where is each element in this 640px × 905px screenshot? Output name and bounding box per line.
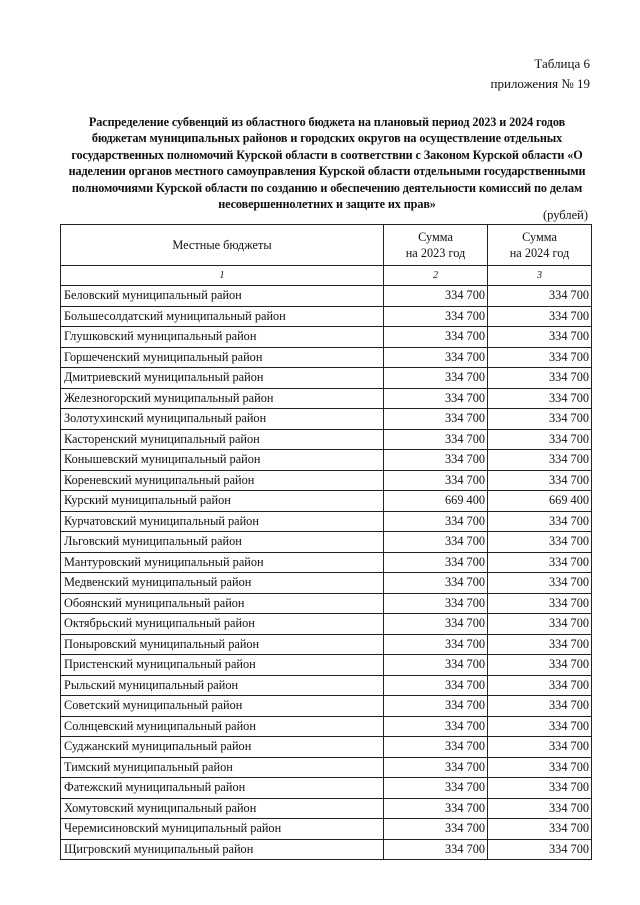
sum-2023-cell: 334 700 xyxy=(384,593,488,614)
sum-2024-cell: 334 700 xyxy=(488,798,592,819)
sum-2024-cell: 334 700 xyxy=(488,552,592,573)
sum-2023-cell: 334 700 xyxy=(384,306,488,327)
sum-2024-cell: 334 700 xyxy=(488,429,592,450)
district-name-cell: Обоянский муниципальный район xyxy=(61,593,384,614)
table-body xyxy=(61,286,592,860)
district-name-cell: Хомутовский муниципальный район xyxy=(61,798,384,819)
district-name-cell: Пристенский муниципальный район xyxy=(61,655,384,676)
sum-2023-cell: 334 700 xyxy=(384,737,488,758)
district-name-cell: Курчатовский муниципальный район xyxy=(61,511,384,532)
table-row xyxy=(61,286,592,307)
sum-2023-cell: 334 700 xyxy=(384,347,488,368)
district-name-cell: Льговский муниципальный район xyxy=(61,532,384,553)
district-name-cell: Солнцевский муниципальный район xyxy=(61,716,384,737)
district-name-cell: Суджанский муниципальный район xyxy=(61,737,384,758)
table-row xyxy=(61,573,592,594)
sum-2023-cell: 334 700 xyxy=(384,450,488,471)
sum-2024-cell: 334 700 xyxy=(488,614,592,635)
sum-2023-cell: 334 700 xyxy=(384,573,488,594)
district-name-cell: Беловский муниципальный район xyxy=(61,286,384,307)
sum-2023-cell: 334 700 xyxy=(384,286,488,307)
appendix-label: приложения № 19 xyxy=(490,76,590,91)
district-name-cell: Тимский муниципальный район xyxy=(61,757,384,778)
sum-2023-cell: 334 700 xyxy=(384,839,488,860)
table-row xyxy=(61,634,592,655)
district-name-cell: Черемисиновский муниципальный район xyxy=(61,819,384,840)
district-name-cell: Кореневский муниципальный район xyxy=(61,470,384,491)
table-row xyxy=(61,368,592,389)
district-name-cell: Железногорский муниципальный район xyxy=(61,388,384,409)
table-row xyxy=(61,532,592,553)
sum-2023-cell: 334 700 xyxy=(384,532,488,553)
table-row xyxy=(61,388,592,409)
units-label: (рублей) xyxy=(542,208,588,222)
sum-2024-cell: 334 700 xyxy=(488,716,592,737)
sum-2023-cell: 669 400 xyxy=(384,491,488,512)
column-index-1: 1 xyxy=(61,266,384,286)
table-row xyxy=(61,716,592,737)
sum-2023-cell: 334 700 xyxy=(384,757,488,778)
column-index-2: 2 xyxy=(384,266,488,286)
table-row xyxy=(61,429,592,450)
sum-2023-cell: 334 700 xyxy=(384,696,488,717)
sum-2023-cell: 334 700 xyxy=(384,388,488,409)
sum-2024-cell: 334 700 xyxy=(488,368,592,389)
table-row xyxy=(61,696,592,717)
district-name-cell: Конышевский муниципальный район xyxy=(61,450,384,471)
sum-2024-cell: 669 400 xyxy=(488,491,592,512)
sum-2023-cell: 334 700 xyxy=(384,675,488,696)
table-row xyxy=(61,839,592,860)
table-label: Таблица 6 xyxy=(534,56,590,71)
header-sum-2024 xyxy=(488,225,592,266)
table-row xyxy=(61,798,592,819)
sum-2023-cell: 334 700 xyxy=(384,470,488,491)
document-title: Распределение субвенций из областного бюджета на плановый период 2023 и 2024 годов бюджетам муниципальных районов и городских округов на осуществление отдельных государственных полномочий Курской области в соответствии с Законом Курской области «О наделении органов местного самоуправления Курской области отдельными государственными полномочиями Курской области по созданию и обеспечению деятельности комиссий по делам несовершеннолетних и защите их прав» xyxy=(68,115,586,212)
sum-2024-cell: 334 700 xyxy=(488,573,592,594)
table-row xyxy=(61,409,592,430)
district-name-cell: Курский муниципальный район xyxy=(61,491,384,512)
header-sum-2023-line2: на 2023 год xyxy=(405,246,466,260)
sum-2023-cell: 334 700 xyxy=(384,819,488,840)
district-name-cell: Советский муниципальный район xyxy=(61,696,384,717)
column-index-3: 3 xyxy=(488,266,592,286)
district-name-cell: Глушковский муниципальный район xyxy=(61,327,384,348)
table-row xyxy=(61,593,592,614)
column-index-row xyxy=(61,266,592,286)
header-sum-2023-line1: Сумма xyxy=(418,230,453,244)
district-name-cell: Поныровский муниципальный район xyxy=(61,634,384,655)
sum-2023-cell: 334 700 xyxy=(384,327,488,348)
district-name-cell: Медвенский муниципальный район xyxy=(61,573,384,594)
district-name-cell: Щигровский муниципальный район xyxy=(61,839,384,860)
table-row xyxy=(61,757,592,778)
sum-2023-cell: 334 700 xyxy=(384,614,488,635)
sum-2024-cell: 334 700 xyxy=(488,593,592,614)
district-name-cell: Золотухинский муниципальный район xyxy=(61,409,384,430)
sum-2024-cell: 334 700 xyxy=(488,450,592,471)
sum-2024-cell: 334 700 xyxy=(488,347,592,368)
table-row xyxy=(61,614,592,635)
district-name-cell: Октябрьский муниципальный район xyxy=(61,614,384,635)
sum-2023-cell: 334 700 xyxy=(384,511,488,532)
sum-2024-cell: 334 700 xyxy=(488,511,592,532)
sum-2024-cell: 334 700 xyxy=(488,634,592,655)
district-name-cell: Горшеченский муниципальный район xyxy=(61,347,384,368)
district-name-cell: Касторенский муниципальный район xyxy=(61,429,384,450)
district-name-cell: Рыльский муниципальный район xyxy=(61,675,384,696)
district-name-cell: Фатежский муниципальный район xyxy=(61,778,384,799)
sum-2023-cell: 334 700 xyxy=(384,798,488,819)
sum-2024-cell: 334 700 xyxy=(488,470,592,491)
sum-2024-cell: 334 700 xyxy=(488,757,592,778)
table-row xyxy=(61,655,592,676)
sum-2024-cell: 334 700 xyxy=(488,819,592,840)
sum-2024-cell: 334 700 xyxy=(488,306,592,327)
table-row xyxy=(61,737,592,758)
table-row xyxy=(61,778,592,799)
header-sum-2024-line2: на 2024 год xyxy=(509,246,570,260)
sum-2023-cell: 334 700 xyxy=(384,409,488,430)
sum-2024-cell: 334 700 xyxy=(488,655,592,676)
sum-2023-cell: 334 700 xyxy=(384,778,488,799)
table-row xyxy=(61,450,592,471)
sum-2024-cell: 334 700 xyxy=(488,327,592,348)
header-sum-2024-line1: Сумма xyxy=(522,230,557,244)
sum-2023-cell: 334 700 xyxy=(384,655,488,676)
sum-2023-cell: 334 700 xyxy=(384,716,488,737)
sum-2024-cell: 334 700 xyxy=(488,286,592,307)
table-row xyxy=(61,491,592,512)
table-row xyxy=(61,327,592,348)
table-row xyxy=(61,511,592,532)
table-row xyxy=(61,470,592,491)
header-local-budgets: Местные бюджеты xyxy=(61,225,384,266)
budget-table xyxy=(60,224,592,860)
document-header xyxy=(491,54,590,94)
sum-2023-cell: 334 700 xyxy=(384,634,488,655)
sum-2023-cell: 334 700 xyxy=(384,552,488,573)
table-header-row xyxy=(61,225,592,266)
sum-2024-cell: 334 700 xyxy=(488,839,592,860)
table-row xyxy=(61,819,592,840)
district-name-cell: Большесолдатский муниципальный район xyxy=(61,306,384,327)
sum-2024-cell: 334 700 xyxy=(488,409,592,430)
table-row xyxy=(61,675,592,696)
sum-2024-cell: 334 700 xyxy=(488,675,592,696)
sum-2024-cell: 334 700 xyxy=(488,778,592,799)
header-sum-2023 xyxy=(384,225,488,266)
district-name-cell: Мантуровский муниципальный район xyxy=(61,552,384,573)
sum-2024-cell: 334 700 xyxy=(488,532,592,553)
table-row xyxy=(61,306,592,327)
sum-2024-cell: 334 700 xyxy=(488,737,592,758)
sum-2024-cell: 334 700 xyxy=(488,388,592,409)
sum-2024-cell: 334 700 xyxy=(488,696,592,717)
sum-2023-cell: 334 700 xyxy=(384,429,488,450)
table-row xyxy=(61,552,592,573)
table-row xyxy=(61,347,592,368)
district-name-cell: Дмитриевский муниципальный район xyxy=(61,368,384,389)
sum-2023-cell: 334 700 xyxy=(384,368,488,389)
